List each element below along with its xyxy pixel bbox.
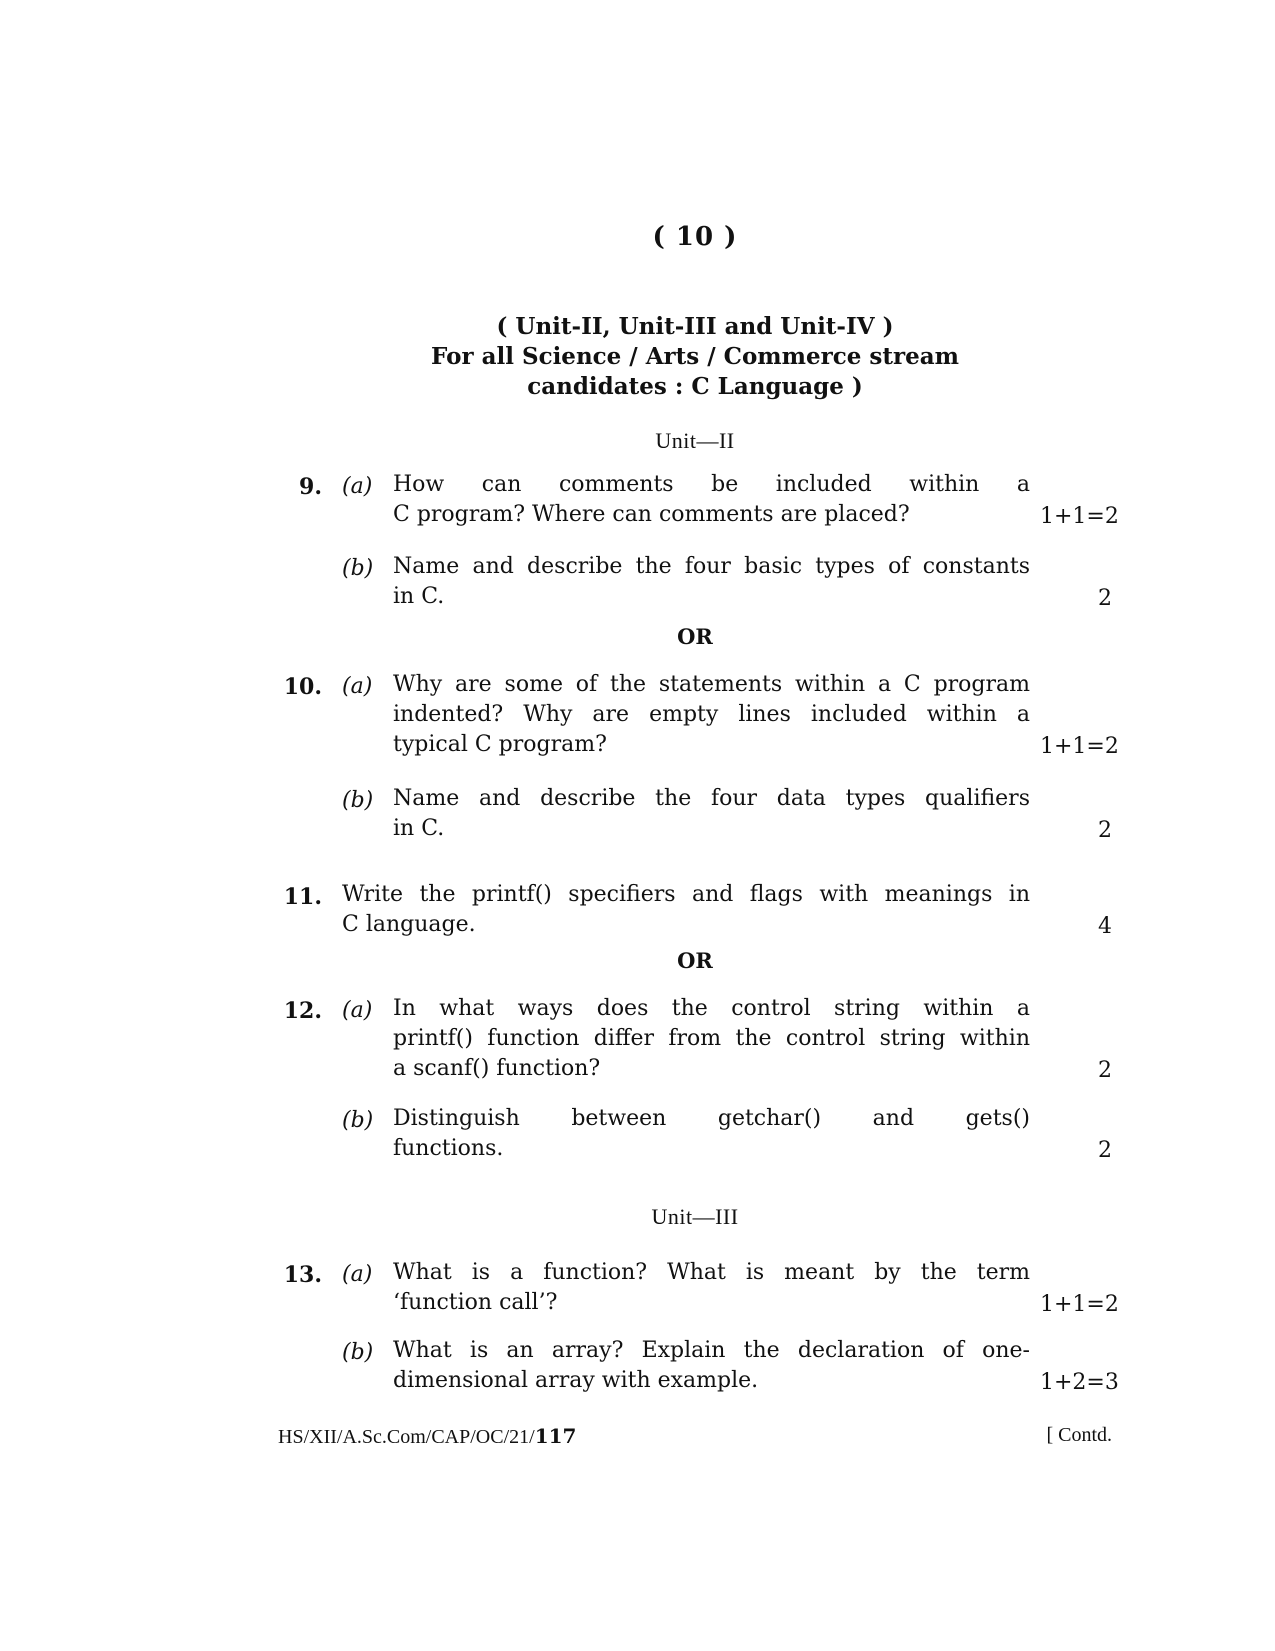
question-line: indented? Why are empty lines included within a: [393, 702, 1030, 727]
part-label-9b: (b): [342, 556, 374, 581]
unit-heading-iii: Unit—III: [651, 1204, 739, 1229]
marks-9a: 1+1=2: [1040, 504, 1119, 529]
part-label-13a: (a): [342, 1262, 373, 1287]
paper-code-number: 117: [534, 1424, 577, 1448]
question-text-9a: [393, 470, 1030, 530]
question-line: a scanf() function?: [393, 1056, 601, 1081]
question-line: ‘function call’?: [393, 1290, 558, 1315]
part-label-9a: (a): [342, 474, 373, 499]
question-line: Why are some of the statements within a C program: [393, 672, 1030, 697]
question-number-9: 9.: [299, 474, 322, 500]
question-number-11: 11.: [283, 884, 322, 910]
paper-code-prefix: HS/XII/A.Sc.Com/CAP/OC/21/: [278, 1426, 535, 1448]
question-number-12: 12.: [283, 998, 322, 1024]
question-line: C program? Where can comments are placed?: [393, 502, 910, 527]
marks-10b: 2: [1098, 818, 1112, 843]
question-text-13b: [393, 1336, 1030, 1396]
question-text-10a: [393, 670, 1030, 760]
unit-heading-ii: Unit—II: [655, 428, 735, 453]
continued-label: [ Contd.: [1046, 1424, 1112, 1446]
question-line: Name and describe the four data types qualifiers: [393, 786, 1030, 811]
question-line: What is a function? What is meant by the term: [393, 1260, 1030, 1285]
question-line: dimensional array with example.: [393, 1368, 759, 1393]
question-number-13: 13.: [283, 1262, 322, 1288]
question-text-11: [342, 880, 1030, 940]
marks-11: 4: [1098, 914, 1112, 939]
question-line: Name and describe the four basic types of constants: [393, 554, 1030, 579]
marks-10a: 1+1=2: [1040, 734, 1119, 759]
part-label-10a: (a): [342, 674, 373, 699]
question-line: C language.: [342, 912, 476, 937]
paper-code: [278, 1424, 576, 1449]
question-line: Distinguish between getchar() and gets(): [393, 1106, 1030, 1131]
part-label-10b: (b): [342, 788, 374, 813]
part-label-12b: (b): [342, 1108, 374, 1133]
question-text-9b: [393, 552, 1030, 612]
page-number: ( 10 ): [652, 222, 738, 252]
marks-13b: 1+2=3: [1040, 1370, 1119, 1395]
question-text-10b: [393, 784, 1030, 844]
part-label-13b: (b): [342, 1340, 374, 1365]
question-line: in C.: [393, 816, 445, 841]
question-number-10: 10.: [283, 674, 322, 700]
section-header: [0, 312, 1275, 402]
question-line: How can comments be included within a: [393, 472, 1030, 497]
question-line: Write the printf() specifiers and flags with meanings in: [342, 882, 1030, 907]
question-text-13a: [393, 1258, 1030, 1318]
question-text-12a: [393, 994, 1030, 1084]
question-line: functions.: [393, 1136, 504, 1161]
question-line: in C.: [393, 584, 445, 609]
question-line: In what ways does the control string within a: [393, 996, 1030, 1021]
question-line: printf() function differ from the control string within: [393, 1026, 1030, 1051]
header-line-1: ( Unit-II, Unit-III and Unit-IV ): [496, 313, 894, 340]
marks-13a: 1+1=2: [1040, 1292, 1119, 1317]
header-line-3: candidates : C Language ): [527, 373, 863, 400]
or-divider: OR: [677, 624, 713, 649]
marks-12b: 2: [1098, 1138, 1112, 1163]
header-line-2: For all Science / Arts / Commerce stream: [431, 343, 959, 370]
marks-9b: 2: [1098, 586, 1112, 611]
or-divider: OR: [677, 948, 713, 973]
question-text-12b: [393, 1104, 1030, 1164]
question-line: typical C program?: [393, 732, 607, 757]
marks-12a: 2: [1098, 1058, 1112, 1083]
part-label-12a: (a): [342, 998, 373, 1023]
question-line: What is an array? Explain the declaration of one-: [393, 1338, 1030, 1363]
